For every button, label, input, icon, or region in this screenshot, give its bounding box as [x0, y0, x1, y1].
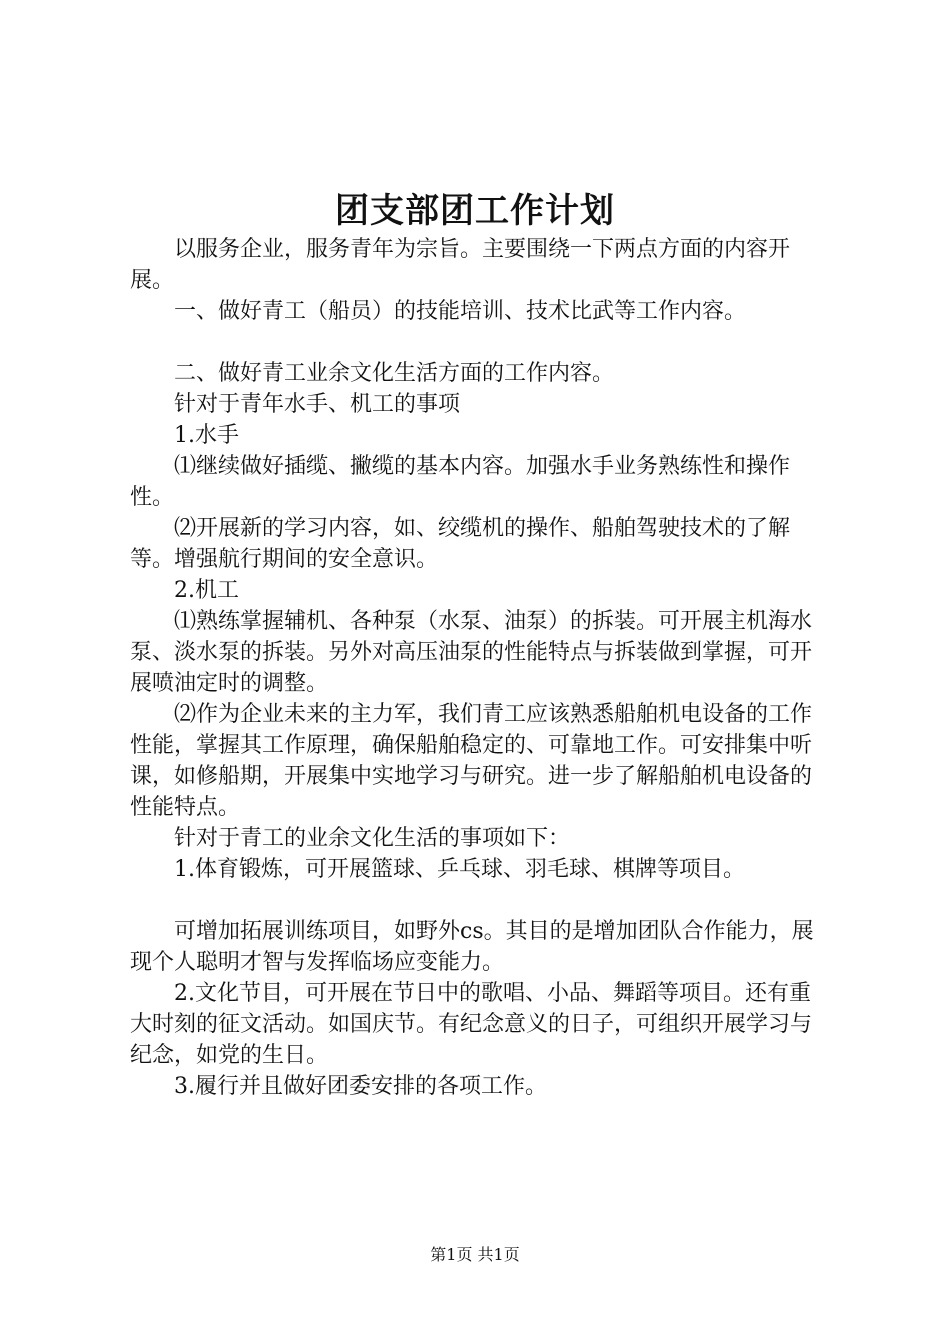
page-title: 团支部团工作计划 [335, 191, 615, 231]
paragraph: 1.水手 [174, 423, 239, 448]
paragraph: 2.文化节目，可开展在节日中的歌唱、小品、舞蹈等项目。还有重大时刻的征文活动。如国庆节。有纪念意义的日子，可组织开展学习与纪念，如党的生日。 [130, 981, 813, 1068]
paragraph: 可增加拓展训练项目，如野外cs。其目的是增加团队合作能力，展现个人聪明才智与发挥临场应变能力。 [130, 919, 814, 975]
paragraph: ⑵开展新的学习内容，如、绞缆机的操作、船舶驾驶技术的了解等。增强航行期间的安全意识。 [130, 516, 791, 572]
page-footer: 第1页 共1页 [430, 1245, 520, 1264]
paragraph: 1.体育锻炼，可开展篮球、乒乓球、羽毛球、棋牌等项目。 [174, 857, 745, 882]
paragraph: 针对于青工的业余文化生活的事项如下： [174, 826, 571, 851]
paragraph: 针对于青年水手、机工的事项 [174, 392, 461, 417]
paragraph: ⑴继续做好插缆、撇缆的基本内容。加强水手业务熟练性和操作性。 [130, 454, 791, 510]
paragraph: ⑵作为企业未来的主力军，我们青工应该熟悉船舶机电设备的工作性能，掌握其工作原理，确保船舶稳定的、可靠地工作。可安排集中听课，如修船期，开展集中实地学习与研究。进一步了解船舶机电设备的性能特点。 [130, 702, 813, 820]
paragraph: 3.履行并且做好团委安排的各项工作。 [174, 1074, 547, 1099]
paragraph: 二、做好青工业余文化生活方面的工作内容。 [174, 361, 615, 386]
paragraph: 一、做好青工（船员）的技能培训、技术比武等工作内容。 [174, 299, 747, 324]
document-body [130, 234, 830, 1102]
paragraph: 2.机工 [174, 578, 239, 603]
paragraph: ⑴熟练掌握辅机、各种泵（水泵、油泵）的拆装。可开展主机海水泵、淡水泵的拆装。另外对高压油泵的性能特点与拆装做到掌握，可开展喷油定时的调整。 [130, 609, 813, 696]
paragraph: 以服务企业，服务青年为宗旨。主要围绕一下两点方面的内容开展。 [130, 237, 791, 293]
